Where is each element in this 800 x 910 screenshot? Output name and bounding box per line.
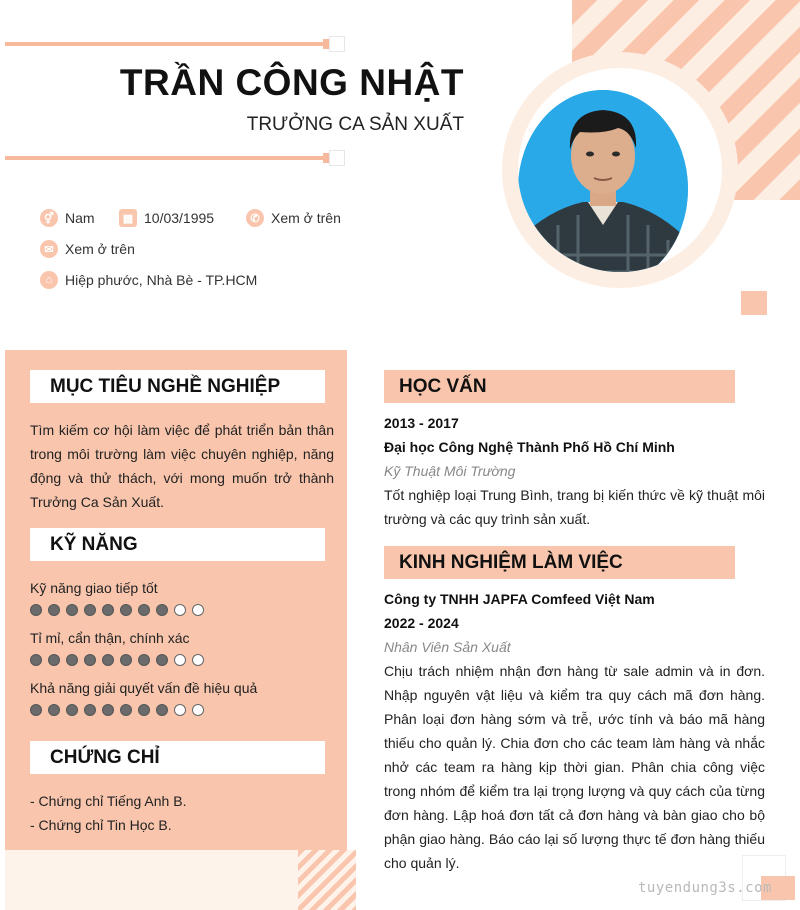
- rating-dot-filled: [138, 654, 150, 666]
- skill-rating: [30, 654, 204, 666]
- rating-dot-empty: [192, 604, 204, 616]
- rating-dot-filled: [84, 604, 96, 616]
- education-period: 2013 - 2017: [384, 415, 459, 431]
- certificate-item: - Chứng chỉ Tin Học B.: [30, 817, 172, 833]
- skill-label: Tỉ mỉ, cẩn thận, chính xác: [30, 630, 190, 646]
- address-value: Hiệp phước, Nhà Bè - TP.HCM: [65, 272, 258, 288]
- rating-dot-filled: [84, 704, 96, 716]
- rating-dot-filled: [120, 604, 132, 616]
- experience-position: Nhân Viên Sản Xuất: [384, 639, 511, 655]
- gender-value: Nam: [65, 210, 95, 226]
- objective-text: Tìm kiếm cơ hội làm việc để phát triển bản thân trong môi trường làm việc chuyên nghiệp, năng động và thử thách, với mong muốn trở thành Trưởng Ca Sản Xuất.: [30, 422, 334, 510]
- contact-gender: [40, 209, 95, 227]
- profile-photo-frame: [518, 68, 722, 272]
- rating-dot-filled: [30, 704, 42, 716]
- rating-dot-filled: [48, 654, 60, 666]
- title-rule-top-box: [329, 36, 345, 52]
- experience-heading: KINH NGHIỆM LÀM VIỆC: [384, 546, 735, 579]
- rating-dot-filled: [102, 654, 114, 666]
- rating-dot-filled: [120, 704, 132, 716]
- home-icon: ⌂: [40, 271, 58, 289]
- rating-dot-filled: [156, 654, 168, 666]
- birthdate-value: 10/03/1995: [144, 210, 215, 226]
- rating-dot-filled: [66, 654, 78, 666]
- phone-value: Xem ở trên: [271, 210, 341, 226]
- person-silhouette-icon: [518, 90, 688, 272]
- rating-dot-empty: [174, 704, 186, 716]
- skill-rating: [30, 604, 204, 616]
- experience-company: Công ty TNHH JAPFA Comfeed Việt Nam: [384, 591, 655, 607]
- certificate-item: - Chứng chỉ Tiếng Anh B.: [30, 793, 187, 809]
- contact-email: [40, 240, 135, 258]
- rating-dot-filled: [30, 604, 42, 616]
- rating-dot-empty: [192, 704, 204, 716]
- footer-stripe-pattern: [298, 850, 356, 910]
- calendar-icon: ▦: [119, 209, 137, 227]
- rating-dot-filled: [120, 654, 132, 666]
- mail-icon: ✉: [40, 240, 58, 258]
- rating-dot-filled: [30, 654, 42, 666]
- contact-phone: [246, 209, 341, 227]
- education-heading: HỌC VẤN: [384, 370, 735, 403]
- candidate-name: TRẦN CÔNG NHẬT: [119, 62, 464, 103]
- rating-dot-filled: [48, 604, 60, 616]
- profile-photo: [518, 90, 688, 272]
- rating-dot-filled: [84, 654, 96, 666]
- rating-dot-filled: [48, 704, 60, 716]
- rating-dot-filled: [138, 604, 150, 616]
- watermark: tuyendung3s.com: [638, 880, 772, 896]
- contact-address: [40, 271, 257, 289]
- title-rule-top: [5, 42, 323, 46]
- gender-icon: ⚥: [40, 209, 58, 227]
- objective-heading: MỤC TIÊU NGHỀ NGHIỆP: [30, 370, 325, 403]
- experience-description: Chịu trách nhiệm nhận đơn hàng từ sale admin và in đơn. Nhập nguyên vật liệu và kiểm tra quy cách mã đơn hàng. Phân loại đơn hàng sớm và trễ, ước tính và báo mã hàng thiếu cho quản lý. Chia đơn cho các team làm hàng và nhắc nhở các team ra hàng kịp thời gian. Phân chia công việc trong nhóm để kiểm tra lại trọng lượng và quy cách của từng đơn hàng. Lập hoá đơn tất cả đơn hàng và bàn giao cho bộ phận giao hàng. Báo cáo lại số lượng thực tế đơn hàng thiếu cho quản lý.: [384, 663, 765, 871]
- experience-period: 2022 - 2024: [384, 615, 459, 631]
- decor-square: [741, 291, 767, 315]
- education-school: Đại học Công Nghệ Thành Phố Hồ Chí Minh: [384, 439, 675, 455]
- rating-dot-filled: [138, 704, 150, 716]
- rating-dot-filled: [156, 604, 168, 616]
- phone-icon: ✆: [246, 209, 264, 227]
- skill-label: Khả năng giải quyết vấn đề hiệu quả: [30, 680, 258, 696]
- email-value: Xem ở trên: [65, 241, 135, 257]
- education-major: Kỹ Thuật Môi Trường: [384, 463, 516, 479]
- title-rule-bottom: [5, 156, 323, 160]
- certificates-heading: CHỨNG CHỈ: [30, 741, 325, 774]
- rating-dot-filled: [66, 704, 78, 716]
- rating-dot-empty: [174, 604, 186, 616]
- rating-dot-filled: [102, 704, 114, 716]
- rating-dot-filled: [102, 604, 114, 616]
- rating-dot-empty: [174, 654, 186, 666]
- title-rule-bottom-box: [329, 150, 345, 166]
- rating-dot-filled: [156, 704, 168, 716]
- skill-rating: [30, 704, 204, 716]
- skills-heading: KỸ NĂNG: [30, 528, 325, 561]
- job-title: TRƯỞNG CA SẢN XUẤT: [246, 114, 464, 135]
- skill-label: Kỹ năng giao tiếp tốt: [30, 580, 158, 596]
- contact-birthdate: [119, 209, 214, 227]
- education-description: Tốt nghiệp loại Trung Bình, trang bị kiến thức về kỹ thuật môi trường và các quy trình sản xuất.: [384, 487, 765, 527]
- rating-dot-empty: [192, 654, 204, 666]
- rating-dot-filled: [66, 604, 78, 616]
